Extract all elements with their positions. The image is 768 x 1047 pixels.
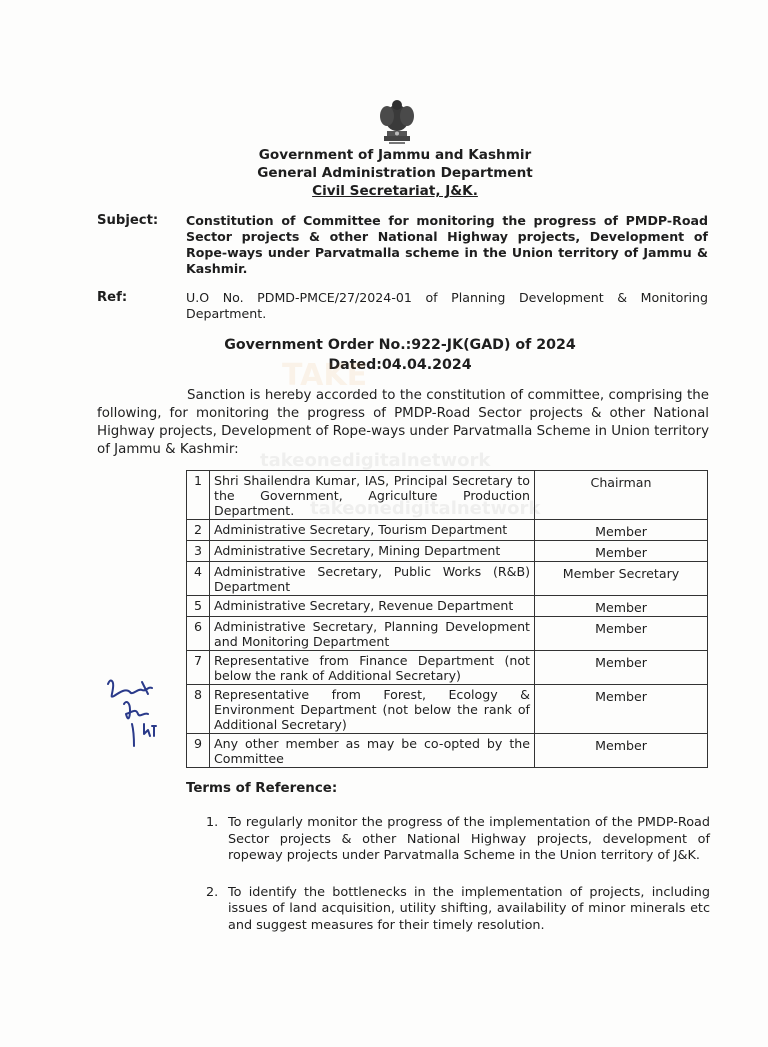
subject-text: Constitution of Committee for monitoring the progress of PMDP-Road Sector projects & other National Highway projects, Development of Rope-ways under Parvatmalla scheme in the Union territory of Jammu & Kashmir.	[186, 213, 708, 276]
order-heading	[180, 335, 620, 375]
committee-role-cell: Member	[535, 685, 708, 734]
table-row	[187, 596, 708, 617]
committee-role-cell: Member	[535, 541, 708, 562]
list-item-text: To regularly monitor the progress of the implementation of the PMDP-Road Sector projects & other National Highway projects, development of ropeway projects under Parvatmalla Scheme in the Union territory of J&K.	[228, 815, 710, 863]
handwritten-signature	[104, 674, 176, 750]
committee-table	[186, 470, 708, 768]
table-row	[187, 541, 708, 562]
committee-member-cell: Shri Shailendra Kumar, IAS, Principal Secretary to the Government, Agriculture Production Department.	[210, 471, 535, 520]
list-item	[206, 885, 710, 935]
terms-title: Terms of Reference:	[186, 781, 338, 796]
state-emblem-icon	[370, 96, 424, 146]
list-item-text: To identify the bottlenecks in the implementation of projects, including issues of land acquisition, utility shifting, availability of minor minerals etc and suggest measures for their timely resolution.	[228, 884, 710, 933]
committee-number-cell: 8	[187, 685, 210, 734]
committee-role-cell: Member	[535, 617, 708, 651]
committee-role-cell: Chairman	[535, 471, 708, 520]
office-name: Civil Secretariat, J&K.	[312, 183, 478, 199]
order-number: Government Order No.:922-JK(GAD) of 2024	[224, 337, 576, 353]
department-name: General Administration Department	[257, 165, 533, 181]
order-date: Dated:04.04.2024	[328, 357, 472, 373]
committee-number-cell: 3	[187, 541, 210, 562]
watermark-logo-text: TAKE	[282, 358, 368, 393]
terms-list	[206, 815, 710, 954]
table-row	[187, 734, 708, 768]
committee-role-cell: Member	[535, 520, 708, 541]
table-row	[187, 520, 708, 541]
committee-number-cell: 2	[187, 520, 210, 541]
subject-label: Subject:	[97, 213, 159, 228]
ref-text: U.O No. PDMD-PMCE/27/2024-01 of Planning Development & Monitoring Department.	[186, 290, 708, 321]
committee-role-cell: Member Secretary	[535, 562, 708, 596]
list-item-number: 1.	[206, 815, 219, 830]
watermark-text-2: takeonedigitalnetwork	[310, 498, 541, 519]
committee-number-cell: 5	[187, 596, 210, 617]
committee-role-cell: Member	[535, 734, 708, 768]
committee-number-cell: 4	[187, 562, 210, 596]
sanction-text: Sanction is hereby accorded to the constitution of committee, comprising the following, for monitoring the progress of PMDP-Road Sector projects & other National Highway projects, Development of Rope-ways under Parvatmalla Scheme in Union territory of Jammu & Kashmir:	[97, 388, 710, 457]
list-item-number: 2.	[206, 884, 219, 900]
committee-member-cell: Administrative Secretary, Revenue Department	[210, 596, 535, 617]
watermark-text: takeonedigitalnetwork	[260, 450, 491, 471]
committee-member-cell: Administrative Secretary, Tourism Department	[210, 520, 535, 541]
table-row	[187, 471, 708, 520]
committee-member-cell: Any other member as may be co-opted by the Committee	[210, 734, 535, 768]
committee-number-cell: 7	[187, 651, 210, 685]
committee-role-cell: Member	[535, 596, 708, 617]
table-row	[187, 685, 708, 734]
sanction-paragraph	[97, 387, 709, 459]
committee-member-cell: Representative from Forest, Ecology & Environment Department (not below the rank of Additional Secretary)	[210, 685, 535, 734]
table-row	[187, 617, 708, 651]
table-row	[187, 651, 708, 685]
table-row	[187, 562, 708, 596]
committee-member-cell: Representative from Finance Department (not below the rank of Additional Secretary)	[210, 651, 535, 685]
letterhead	[230, 146, 560, 200]
government-name: Government of Jammu and Kashmir	[258, 147, 532, 163]
list-item	[206, 815, 710, 865]
ref-label: Ref:	[97, 290, 128, 305]
committee-member-cell: Administrative Secretary, Mining Department	[210, 541, 535, 562]
committee-number-cell: 1	[187, 471, 210, 520]
committee-member-cell: Administrative Secretary, Public Works (R&B) Department	[210, 562, 535, 596]
committee-role-cell: Member	[535, 651, 708, 685]
committee-number-cell: 6	[187, 617, 210, 651]
committee-number-cell: 9	[187, 734, 210, 768]
committee-member-cell: Administrative Secretary, Planning Development and Monitoring Department	[210, 617, 535, 651]
